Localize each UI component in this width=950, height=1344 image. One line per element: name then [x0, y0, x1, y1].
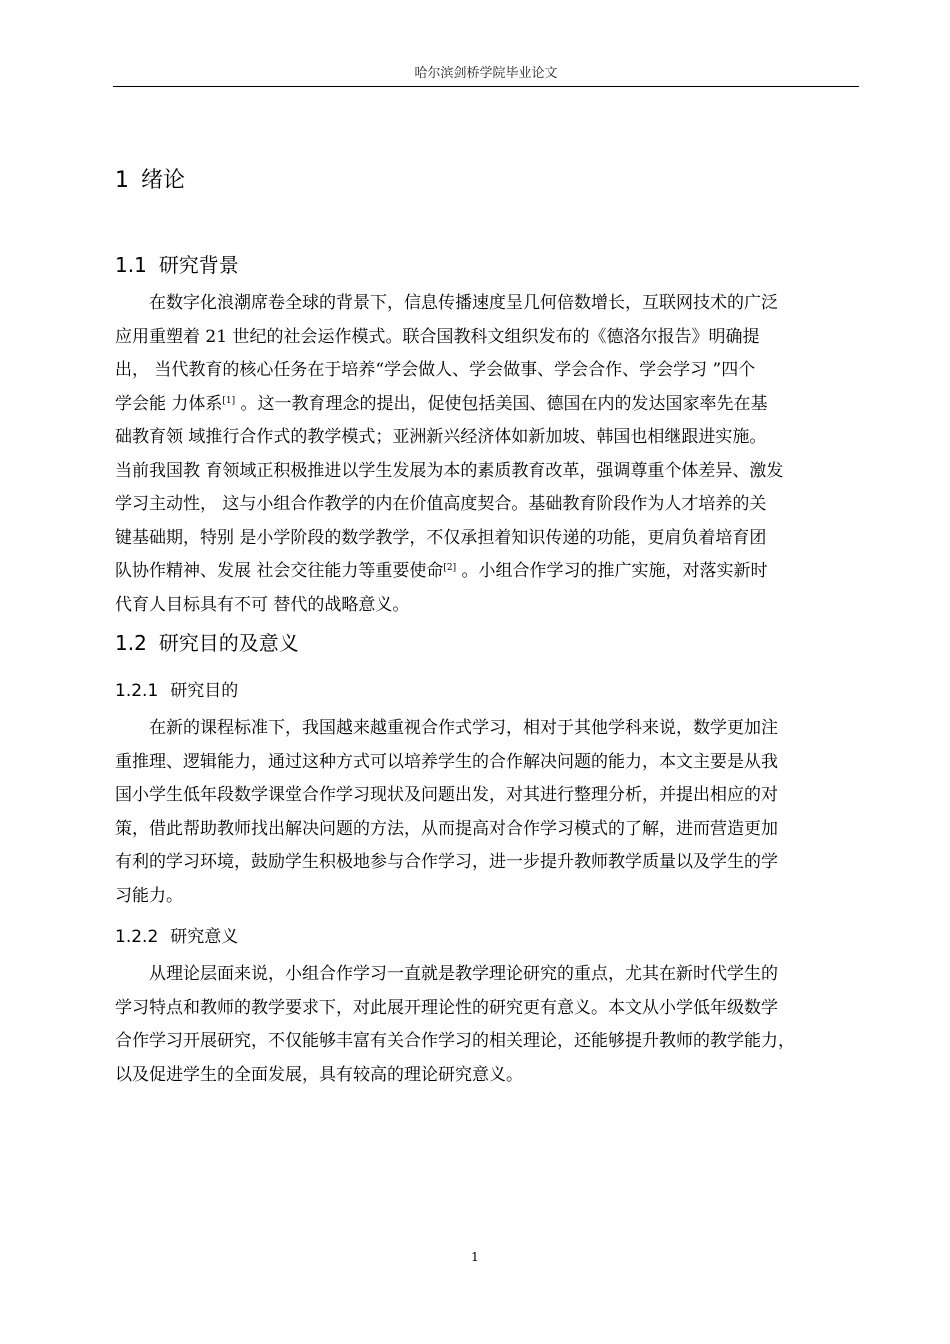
paragraph-research-purpose	[115, 712, 863, 913]
text-line: 合作学习开展研究，不仅能够丰富有关合作学习的相关理论，还能够提升教师的教学能力，	[115, 1031, 795, 1051]
text-line: 当前我国教 育领域正积极推进以学生发展为本的素质教育改革，强调尊重个体差异、激发	[115, 460, 784, 481]
text-line: 出， 当代教育的核心任务在于培养“学会做人、学会做事、学会合作、学会学习 ”四个	[115, 360, 756, 380]
chapter-heading	[115, 163, 185, 194]
subsection-number: 1.2.1	[115, 681, 159, 701]
subsection-title: 研究意义	[170, 927, 239, 947]
text-segment: 。小组合作学习的推广实施，对落实新时	[456, 561, 768, 581]
text-line: 以及促进学生的全面发展，具有较高的理论研究意义。	[115, 1064, 523, 1085]
paragraph-research-background	[115, 287, 863, 622]
text-line: 有利的学习环境，鼓励学生积极地参与合作学习，进一步提升教师教学质量以及学生的学	[115, 852, 778, 872]
chapter-number: 1	[115, 168, 129, 193]
text-line: 学习特点和教师的教学要求下，对此展开理论性的研究更有意义。本文从小学低年级数学	[115, 997, 778, 1018]
section-number: 1.1	[115, 253, 147, 277]
chapter-title: 绪论	[141, 168, 186, 193]
text-line: 习能力。	[115, 885, 183, 906]
citation-ref: [1]	[222, 395, 236, 406]
section-title: 研究背景	[158, 253, 239, 277]
text-line: 学习主动性， 这与小组合作教学的内在价值高度契合。基础教育阶段作为人才培养的关	[115, 494, 767, 514]
text-line: 从理论层面来说，小组合作学习一直就是教学理论研究的重点，尤其在新时代学生的	[115, 964, 778, 984]
paragraph-research-significance	[115, 958, 863, 1092]
text-line: 策，借此帮助教师找出解决问题的方法，从而提高对合作学习模式的了解，进而营造更加	[115, 818, 778, 839]
section-number: 1.2	[115, 631, 147, 655]
text-line: 在新的课程标准下，我国越来越重视合作式学习，相对于其他学科来说，数学更加注	[115, 718, 778, 738]
section-heading-1-2	[115, 627, 299, 656]
citation-ref: [2]	[443, 563, 457, 573]
header-rule	[113, 86, 859, 87]
text-segment: 学会能 力体系	[115, 393, 223, 414]
subsection-title: 研究目的	[170, 681, 239, 701]
subsection-number: 1.2.2	[115, 927, 159, 947]
page-number: 1	[471, 1250, 479, 1264]
text-line: 国小学生低年段数学课堂合作学习现状及问题出发，对其进行整理分析，并提出相应的对	[115, 785, 778, 805]
text-line: 键基础期，特别 是小学阶段的数学教学，不仅承担着知识传递的功能，更肩负着培育团	[115, 527, 767, 548]
text-line: 应用重塑着 21 世纪的社会运作模式。联合国教科文组织发布的《德洛尔报告》明确提	[115, 326, 760, 347]
section-title: 研究目的及意义	[158, 631, 299, 655]
text-line: 重推理、逻辑能力，通过这种方式可以培养学生的合作解决问题的能力，本文主要是从我	[115, 751, 778, 772]
text-segment: 。这一教育理念的提出，促使包括美国、德国在内的发达国家率先在基	[235, 393, 768, 414]
text-line: 代育人目标具有不可 替代的战略意义。	[115, 594, 410, 615]
text-line	[115, 388, 863, 422]
text-line: 在数字化浪潮席卷全球的背景下，信息传播速度呈几何倍数增长，互联网技术的广泛	[115, 293, 778, 313]
text-line: 础教育领 域推行合作式的教学模式；亚洲新兴经济体如新加坡、韩国也相继跟进实施。	[115, 427, 767, 447]
section-heading-1-1	[115, 249, 239, 278]
subsection-heading-1-2-2	[115, 922, 238, 947]
text-line	[115, 555, 863, 589]
text-segment: 队协作精神、发展 社会交往能力等重要使命	[115, 561, 444, 581]
page-header-title: 哈尔滨剑桥学院毕业论文	[414, 66, 558, 81]
subsection-heading-1-2-1	[115, 676, 238, 701]
